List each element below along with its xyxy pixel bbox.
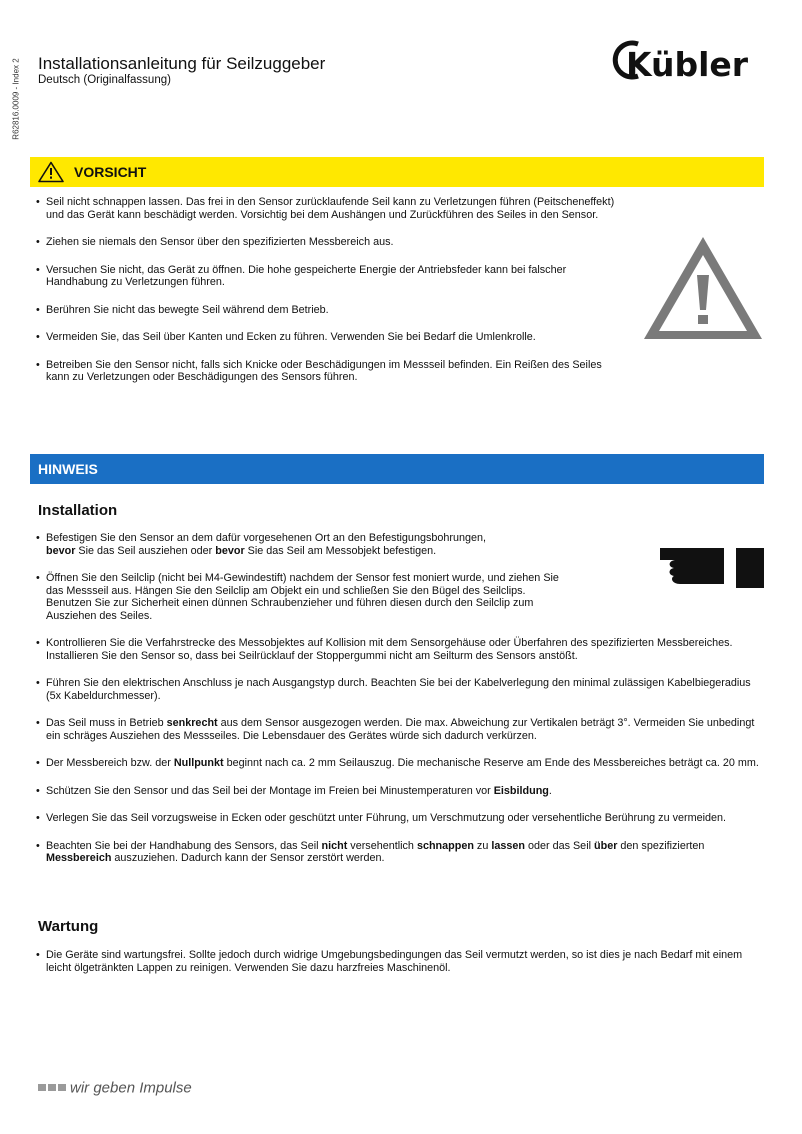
maintenance-item: • Die Geräte sind wartungsfrei. Sollte jedoch durch widrige Umgebungsbedingungen das Seil vermutzt werden, so ist dies je nach Bedarf mit einem leicht ölgetränkten Lappen zu reinigen. Verwenden Sie dazu harzfreies Maschinenöl. [36, 949, 762, 974]
slogan-square-icon [58, 1084, 66, 1091]
notice-label: HINWEIS [38, 461, 98, 477]
installation-heading: Installation [38, 502, 118, 519]
caution-item: • Berühren Sie nicht das bewegte Seil während dem Betrieb. [36, 304, 626, 317]
caution-item: • Vermeiden Sie, das Seil über Kanten und Ecken zu führen. Verwenden Sie bei Bedarf die Umlenkrolle. [36, 331, 626, 344]
kuebler-logo [608, 36, 768, 84]
installation-item: • Verlegen Sie das Seil vorzugsweise in Ecken oder geschützt unter Führung, um Verschmutzung oder versehentliche Berührung zu vermeiden. [36, 812, 762, 825]
installation-item: • Das Seil muss in Betrieb senkrecht aus dem Sensor ausgezogen werden. Die max. Abweichung zur Vertikalen beträgt 3°. Vermeiden Sie unbedingt ein schräges Ausziehen des Messseiles. Die Lebensdauer des Gerätes würde sich dadurch verkürzen. [36, 717, 762, 742]
installation-item: • Schützen Sie den Sensor und das Seil bei der Montage im Freien bei Minustemperaturen vor Eisbildung. [36, 785, 762, 798]
caution-item: • Versuchen Sie nicht, das Gerät zu öffnen. Die hohe gespeicherte Energie der Antriebsfeder kann bei falscher Handhabung zu Verletzungen führen. [36, 264, 626, 289]
maintenance-heading: Wartung [38, 918, 99, 935]
notice-bar [30, 454, 764, 484]
installation-list [36, 532, 762, 880]
logo-text: Kübler [626, 45, 749, 84]
caution-bar [30, 157, 764, 187]
installation-item: • Befestigen Sie den Sensor an dem dafür vorgesehenen Ort an den Befestigungsbohrungen, bevor Sie das Seil ausziehen oder bevor Sie das Seil am Messobjekt befestigen. [36, 532, 566, 557]
page-subtitle: Deutsch (Originalfassung) [38, 74, 171, 86]
caution-list [36, 196, 626, 399]
caution-item: • Betreiben Sie den Sensor nicht, falls sich Knicke oder Beschädigungen im Messseil befinden. Ein Reißen des Seiles kann zu Verletzungen oder Beschädigungen des Sensors führen. [36, 359, 626, 384]
installation-item: • Kontrollieren Sie die Verfahrstrecke des Messobjektes auf Kollision mit dem Sensorgehäuse oder Überfahren des spezifizierten Messbereiches. Installieren Sie den Sensor so, dass bei Seilrücklauf der Stoppergummi nicht am Seilturm des Sensors anstößt. [36, 637, 762, 662]
installation-item: • Beachten Sie bei der Handhabung des Sensors, das Seil nicht versehentlich schnappen zu lassen oder das Seil über den spezifizierten Messbereich auszuziehen. Dadurch kann der Sensor zerstört werden. [36, 840, 762, 865]
maintenance-list [36, 949, 762, 974]
footer-slogan [38, 1079, 192, 1099]
installation-item: • Öffnen Sie den Seilclip (nicht bei M4-Gewindestift) nachdem der Sensor fest moniert wurde, und ziehen Sie das Messseil aus. Hängen Sie den Seilclip am Objekt ein und schließen Sie den Bügel des Seilclips. Benutzen Sie zur Sicherheit einen dünnen Schraubenzieher und führen diesen durch den Seilclip zum Ausziehen des Seiles. [36, 572, 566, 622]
caution-label: VORSICHT [74, 164, 147, 180]
page-title: Installationsanleitung für Seilzuggeber [38, 54, 326, 73]
slogan-square-icon [38, 1084, 46, 1091]
document-code: R62816.0009 - Index 2 [11, 58, 21, 140]
caution-item: • Seil nicht schnappen lassen. Das frei in den Sensor zurücklaufende Seil kann zu Verletzungen führen (Peitscheneffekt) und das Gerät kann beschädigt werden. Vorsichtig bei dem Aushängen und Zurückführen des Seiles in den Sensor. [36, 196, 626, 221]
warning-triangle-icon [38, 161, 64, 183]
installation-item: • Führen Sie den elektrischen Anschluss je nach Ausgangstyp durch. Beachten Sie bei der Kabelverlegung den minimal zulässigen Kabelbiegeradius (5x Kabeldurchmesser). [36, 677, 762, 702]
installation-item: • Der Messbereich bzw. der Nullpunkt beginnt nach ca. 2 mm Seilauszug. Die mechanische Reserve am Ende des Messbereiches beträgt ca. 20 mm. [36, 757, 762, 770]
caution-item: • Ziehen sie niemals den Sensor über den spezifizierten Messbereich aus. [36, 236, 626, 249]
slogan-text: wir geben Impulse [70, 1079, 192, 1097]
slogan-square-icon [48, 1084, 56, 1091]
large-warning-sign-icon [640, 233, 766, 343]
